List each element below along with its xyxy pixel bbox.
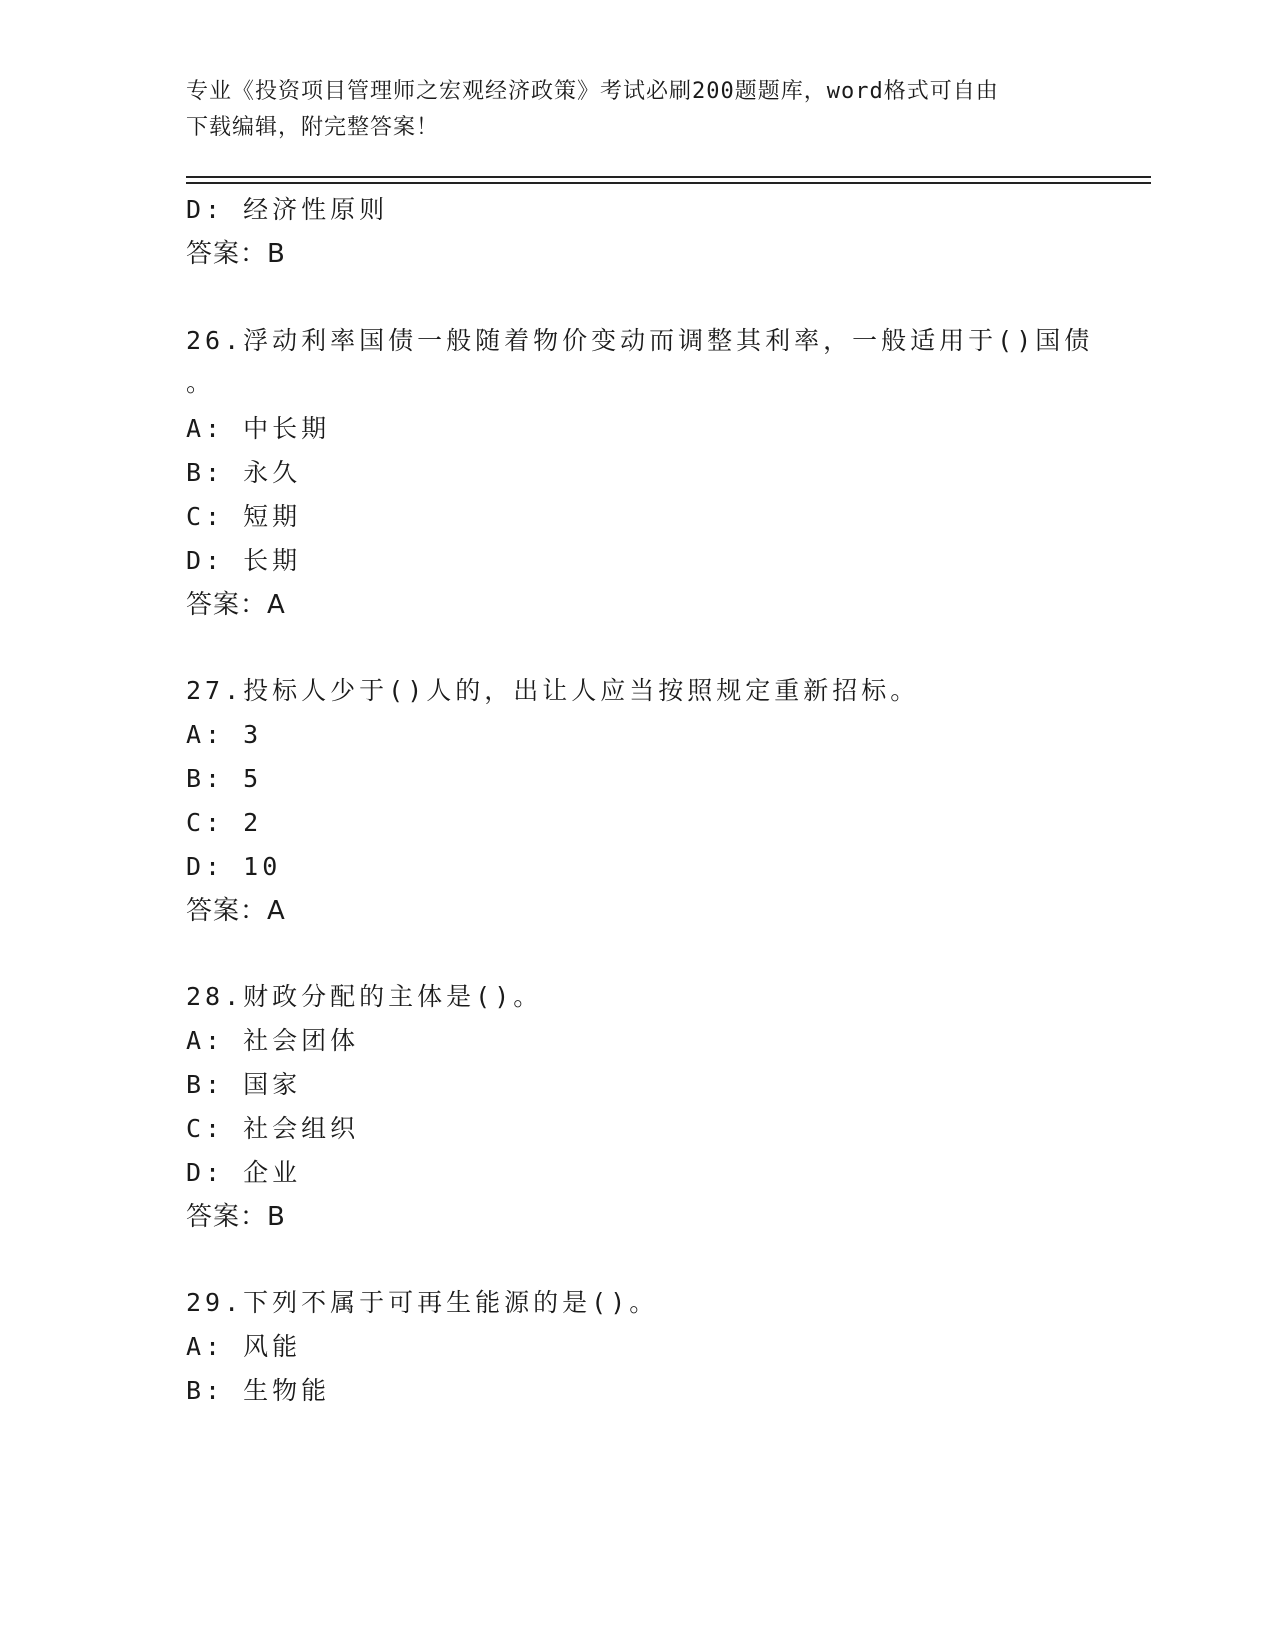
q28-option-c: C: 社会组织 [186,1114,360,1143]
q28-answer: 答案：B [186,1202,286,1232]
q28-option-b: B: 国家 [186,1070,302,1099]
q26-option-c: C: 短期 [186,502,302,531]
q27-answer: 答案：A [186,896,286,926]
q29-option-b: B: 生物能 [186,1376,331,1405]
q26-answer: 答案：A [186,590,286,620]
q27-option-d: D: 10 [186,852,282,881]
header-rule-top [186,176,1151,178]
document-header [186,74,1086,146]
q26-option-a: A: 中长期 [186,414,331,443]
q25-answer: 答案：B [186,239,286,269]
q27-option-c: C: 2 [186,808,263,837]
header-line-1: 专业《投资项目管理师之宏观经济政策》考试必刷200题题库，word格式可自由 [186,79,999,104]
q26-option-b: B: 永久 [186,458,302,487]
q26-stem-continuation: 。 [186,368,216,397]
q27-option-a: A: 3 [186,720,263,749]
q29-stem: 29.下列不属于可再生能源的是()。 [186,1288,659,1317]
q28-option-a: A: 社会团体 [186,1026,360,1055]
q26-stem: 26.浮动利率国债一般随着物价变动而调整其利率，一般适用于()国债 [186,326,1094,355]
q25-option-d: D: 经济性原则 [186,195,389,224]
q28-option-d: D: 企业 [186,1158,302,1187]
q29-option-a: A: 风能 [186,1332,302,1361]
header-line-2: 下载编辑，附完整答案！ [186,115,440,140]
q26-option-d: D: 长期 [186,546,302,575]
q27-stem: 27.投标人少于()人的，出让人应当按照规定重新招标。 [186,676,920,705]
q27-option-b: B: 5 [186,764,263,793]
header-rule-bottom [186,182,1151,184]
q28-stem: 28.财政分配的主体是()。 [186,982,543,1011]
